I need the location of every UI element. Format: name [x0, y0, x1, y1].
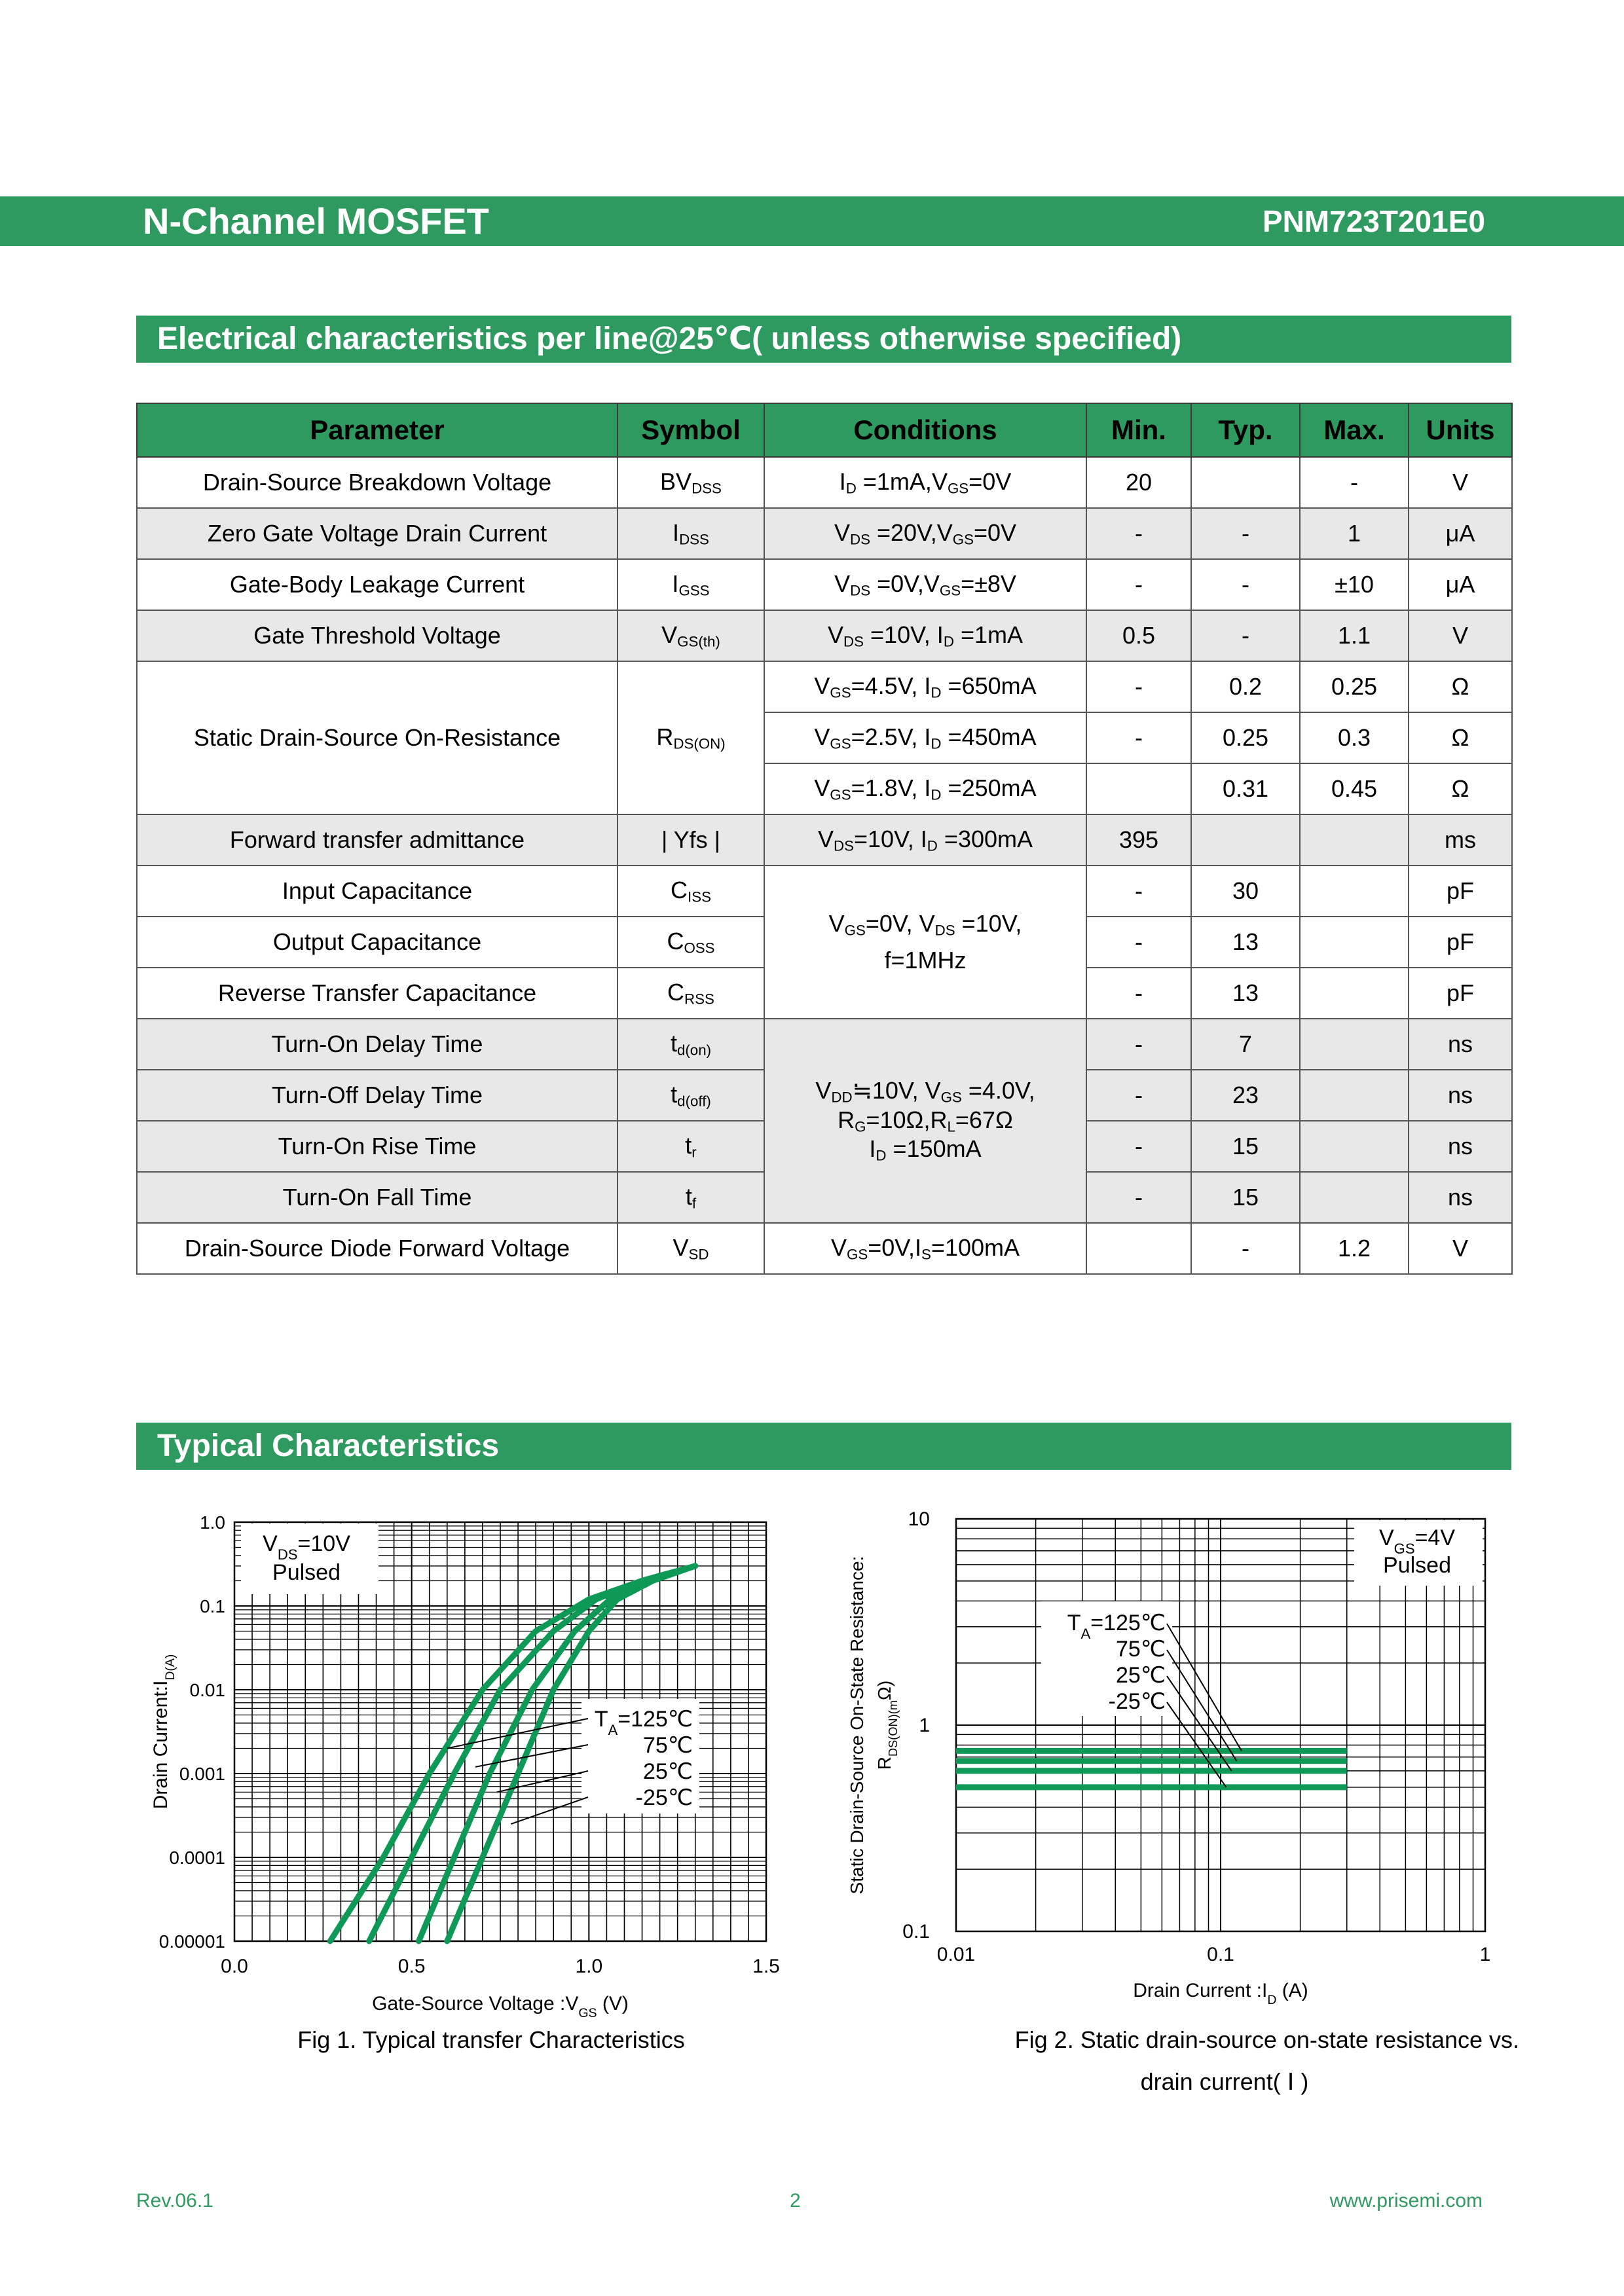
- x-axis-label: Gate-Source Voltage $:V_{GS}$ (V): [372, 1993, 629, 2020]
- cell-conditions: $V_{DS} =10V$, $I_D =1mA$: [764, 610, 1086, 661]
- header-conditions: Conditions: [764, 403, 1086, 457]
- fig2-rdson-chart: [838, 1499, 1526, 2023]
- cell-min: 0.5: [1086, 610, 1191, 661]
- cell-conditions: $V_{GS}=4.5V$, $I_D =650mA$: [764, 661, 1086, 712]
- cell-unit: pF: [1409, 866, 1512, 917]
- cell-parameter: Turn-On Rise Time: [137, 1121, 618, 1172]
- x-tick-label: 0.01: [936, 1944, 976, 1965]
- cell-max: ±10: [1300, 559, 1409, 610]
- cell-typ: 13: [1191, 917, 1300, 968]
- table-row: [137, 866, 1512, 917]
- switch-condition-line3: $I_D =150mA$: [869, 1135, 982, 1164]
- cell-min: 20: [1086, 457, 1191, 508]
- header-max: Max.: [1300, 403, 1409, 457]
- section-typical-title: Typical Characteristics: [157, 1429, 500, 1463]
- section-electrical-title: Electrical characteristics per line@25℃( unless otherwise specified): [157, 321, 1182, 356]
- cell-symbol: $I_{GSS}$: [618, 559, 764, 610]
- cell-symbol: $V_{SD}$: [618, 1223, 764, 1274]
- table-header-row: [137, 403, 1512, 457]
- cell-symbol: $R_{DS(ON)}$: [618, 661, 764, 814]
- document-title: N-Channel MOSFET: [143, 200, 489, 242]
- footer-revision: Rev.06.1: [136, 2190, 213, 2212]
- series-label: 25℃: [642, 1759, 693, 1784]
- y-tick-label: 0.0001: [169, 1848, 225, 1868]
- cell-max: [1300, 1172, 1409, 1223]
- electrical-characteristics-table: [136, 403, 1513, 1275]
- cell-unit: Ω: [1409, 712, 1512, 763]
- cell-min: [1086, 1223, 1191, 1274]
- cell-min: -: [1086, 559, 1191, 610]
- cell-conditions: $V_{GS}=2.5V$, $I_D =450mA$: [764, 712, 1086, 763]
- cell-parameter: Forward transfer admittance: [137, 814, 618, 866]
- cell-typ: 30: [1191, 866, 1300, 917]
- cell-min: -: [1086, 917, 1191, 968]
- cell-typ: 0.2: [1191, 661, 1300, 712]
- cell-unit: μA: [1409, 508, 1512, 559]
- cell-unit: μA: [1409, 559, 1512, 610]
- cell-parameter: Drain-Source Breakdown Voltage: [137, 457, 618, 508]
- cell-max: 1: [1300, 508, 1409, 559]
- series-label: $T_A=125℃$: [1067, 1611, 1166, 1642]
- header-parameter: Parameter: [137, 403, 618, 457]
- cell-min: -: [1086, 1019, 1191, 1070]
- cell-typ: 15: [1191, 1121, 1300, 1172]
- section-typical-header: [136, 1423, 1511, 1470]
- cell-unit: ns: [1409, 1121, 1512, 1172]
- cap-condition-line2: f=1MHz: [884, 947, 967, 974]
- cell-unit: pF: [1409, 968, 1512, 1019]
- table-row: [137, 508, 1512, 559]
- table-row: [137, 559, 1512, 610]
- cell-parameter: Zero Gate Voltage Drain Current: [137, 508, 618, 559]
- cell-typ: 15: [1191, 1172, 1300, 1223]
- cell-symbol: $BV_{DSS}$: [618, 457, 764, 508]
- cell-parameter: Turn-Off Delay Time: [137, 1070, 618, 1121]
- cell-max: 1.2: [1300, 1223, 1409, 1274]
- annotation-vds: $V_{DS}=10V$: [263, 1531, 350, 1563]
- cell-unit: ms: [1409, 814, 1512, 866]
- table-row: [137, 814, 1512, 866]
- fig2-caption: [930, 2026, 1519, 2096]
- cell-unit: V: [1409, 457, 1512, 508]
- footer-page-number: 2: [790, 2190, 801, 2212]
- cell-max: [1300, 866, 1409, 917]
- cell-unit: Ω: [1409, 661, 1512, 712]
- fig2-caption-line2: drain current( Ⅰ ): [1140, 2068, 1309, 2095]
- header-min: Min.: [1086, 403, 1191, 457]
- table-row: [137, 610, 1512, 661]
- cell-max: [1300, 917, 1409, 968]
- cell-symbol: | Yfs |: [618, 814, 764, 866]
- cell-parameter: Turn-On Fall Time: [137, 1172, 618, 1223]
- cell-symbol: $t_{d(off)}$: [618, 1070, 764, 1121]
- cell-symbol: $C_{RSS}$: [618, 968, 764, 1019]
- cell-conditions: $V_{GS}=0V,I_S=100mA$: [764, 1223, 1086, 1274]
- cell-max: 1.1: [1300, 610, 1409, 661]
- leader-line: [1167, 1650, 1237, 1761]
- fig2-caption-line1: Fig 2. Static drain-source on-state resistance vs.: [1014, 2026, 1519, 2053]
- y-tick-label: 10: [908, 1508, 930, 1530]
- cell-min: -: [1086, 712, 1191, 763]
- cell-min: [1086, 763, 1191, 814]
- cell-typ: 7: [1191, 1019, 1300, 1070]
- cell-typ: -: [1191, 1223, 1300, 1274]
- leader-line: [511, 1797, 588, 1824]
- cell-conditions: $I_D =1mA,V_{GS}=0V$: [764, 457, 1086, 508]
- cell-symbol: $V_{GS(th)}$: [618, 610, 764, 661]
- y-tick-label: 0.01: [189, 1680, 225, 1700]
- header-bar: [0, 196, 1624, 246]
- series-label: 75℃: [642, 1733, 693, 1758]
- cell-min: -: [1086, 1121, 1191, 1172]
- cell-symbol: $C_{ISS}$: [618, 866, 764, 917]
- cell-conditions: $V_{DS}=10V$, $I_D =300mA$: [764, 814, 1086, 866]
- series-label: 25℃: [1115, 1663, 1166, 1688]
- cell-unit: Ω: [1409, 763, 1512, 814]
- y-tick-label: 0.001: [179, 1764, 225, 1784]
- x-axis-label: Drain Current $:I_D$ (A): [1133, 1980, 1308, 2007]
- cell-conditions: $V_{DS} =20V,V_{GS}=0V$: [764, 508, 1086, 559]
- cell-unit: V: [1409, 1223, 1512, 1274]
- series-label: -25℃: [635, 1785, 693, 1810]
- y-tick-label: 0.1: [200, 1596, 225, 1616]
- cell-conditions-switching: [764, 1019, 1086, 1223]
- cell-typ: -: [1191, 508, 1300, 559]
- cell-unit: V: [1409, 610, 1512, 661]
- y-tick-label: 1: [919, 1715, 930, 1736]
- cell-min: 395: [1086, 814, 1191, 866]
- x-tick-label: 1.5: [752, 1956, 780, 1977]
- cell-unit: ns: [1409, 1019, 1512, 1070]
- header-symbol: Symbol: [618, 403, 764, 457]
- section-electrical-header: [136, 316, 1511, 363]
- y-axis-label-line1: Static Drain-Source On-State Resistance:: [847, 1556, 867, 1895]
- cell-typ: [1191, 457, 1300, 508]
- y-axis-label: Drain $Current:I_{D(A)}$: [150, 1654, 177, 1810]
- cell-max: 0.45: [1300, 763, 1409, 814]
- cell-symbol: $t_f$: [618, 1172, 764, 1223]
- cell-max: [1300, 1019, 1409, 1070]
- cell-parameter: Static Drain-Source On-Resistance: [137, 661, 618, 814]
- cell-typ: 13: [1191, 968, 1300, 1019]
- cell-min: -: [1086, 661, 1191, 712]
- cell-conditions-capacitance: [764, 866, 1086, 1019]
- cell-typ: 0.31: [1191, 763, 1300, 814]
- fig1-svg: [138, 1499, 805, 2030]
- y-tick-label: 0.1: [902, 1921, 930, 1942]
- part-number: PNM723T201E0: [1262, 204, 1485, 238]
- annotation-pulsed: Pulsed: [1383, 1553, 1451, 1578]
- cell-parameter: Drain-Source Diode Forward Voltage: [137, 1223, 618, 1274]
- table-row: [137, 661, 1512, 712]
- y-tick-label: 1.0: [200, 1512, 225, 1533]
- cell-parameter: Gate Threshold Voltage: [137, 610, 618, 661]
- cell-typ: -: [1191, 610, 1300, 661]
- fig1-transfer-chart: [138, 1499, 805, 2030]
- x-tick-label: 0.1: [1207, 1944, 1234, 1965]
- x-tick-label: 0.0: [221, 1956, 248, 1977]
- cell-max: 0.25: [1300, 661, 1409, 712]
- cell-unit: ns: [1409, 1172, 1512, 1223]
- cell-typ: 0.25: [1191, 712, 1300, 763]
- cell-min: -: [1086, 1070, 1191, 1121]
- cell-conditions: $V_{GS}=1.8V$, $I_D =250mA$: [764, 763, 1086, 814]
- cell-max: [1300, 814, 1409, 866]
- cell-symbol: $C_{OSS}$: [618, 917, 764, 968]
- cell-symbol: $t_{d(on)}$: [618, 1019, 764, 1070]
- cell-unit: pF: [1409, 917, 1512, 968]
- x-tick-label: 0.5: [397, 1956, 426, 1977]
- table-row: [137, 1223, 1512, 1274]
- cell-min: -: [1086, 968, 1191, 1019]
- header-units: Units: [1409, 403, 1512, 457]
- cell-max: 0.3: [1300, 712, 1409, 763]
- annotation-pulsed: Pulsed: [272, 1560, 341, 1585]
- cap-condition-line1: $V_{GS}=0V$, $V_{DS} =10V$,: [828, 909, 1022, 939]
- cell-parameter: Output Capacitance: [137, 917, 618, 968]
- x-tick-label: 1: [1479, 1944, 1491, 1965]
- cell-conditions: $V_{DS} =0V,V_{GS}=\pm 8V$: [764, 559, 1086, 610]
- cell-unit: ns: [1409, 1070, 1512, 1121]
- table-row: [137, 457, 1512, 508]
- cell-max: -: [1300, 457, 1409, 508]
- series-label: $T_A=125℃$: [594, 1707, 693, 1738]
- cell-min: -: [1086, 1172, 1191, 1223]
- x-tick-label: 1.0: [575, 1956, 603, 1977]
- cell-typ: 23: [1191, 1070, 1300, 1121]
- switch-condition-line1: $V_{DD}≒10V$, $V_{GS} =4.0V$,: [815, 1077, 1035, 1106]
- switch-condition-line2: $R_G=10\Omega,R_L=67\Omega$: [838, 1106, 1013, 1135]
- fig2-svg: [838, 1499, 1526, 2023]
- cell-typ: -: [1191, 559, 1300, 610]
- cell-parameter: Input Capacitance: [137, 866, 618, 917]
- cell-min: -: [1086, 508, 1191, 559]
- cell-symbol: $I_{DSS}$: [618, 508, 764, 559]
- cell-parameter: Turn-On Delay Time: [137, 1019, 618, 1070]
- fig1-caption: Fig 1. Typical transfer Characteristics: [297, 2026, 685, 2053]
- footer-website[interactable]: www.prisemi.com: [1329, 2190, 1483, 2212]
- cell-typ: [1191, 814, 1300, 866]
- cell-min: -: [1086, 866, 1191, 917]
- annotation-vgs: $V_{GS}=4V$: [1378, 1525, 1456, 1557]
- cell-max: [1300, 1121, 1409, 1172]
- cell-max: [1300, 968, 1409, 1019]
- series-label: -25℃: [1108, 1689, 1166, 1714]
- y-axis-label-line2: $R_{DS(ON)(m}\Omega$): [874, 1680, 900, 1770]
- cell-max: [1300, 1070, 1409, 1121]
- header-typ: Typ.: [1191, 403, 1300, 457]
- cell-parameter: Gate-Body Leakage Current: [137, 559, 618, 610]
- cell-parameter: Reverse Transfer Capacitance: [137, 968, 618, 1019]
- y-tick-label: 0.00001: [158, 1931, 225, 1952]
- series-label: 75℃: [1115, 1637, 1166, 1662]
- table-row: [137, 1019, 1512, 1070]
- cell-symbol: $t_r$: [618, 1121, 764, 1172]
